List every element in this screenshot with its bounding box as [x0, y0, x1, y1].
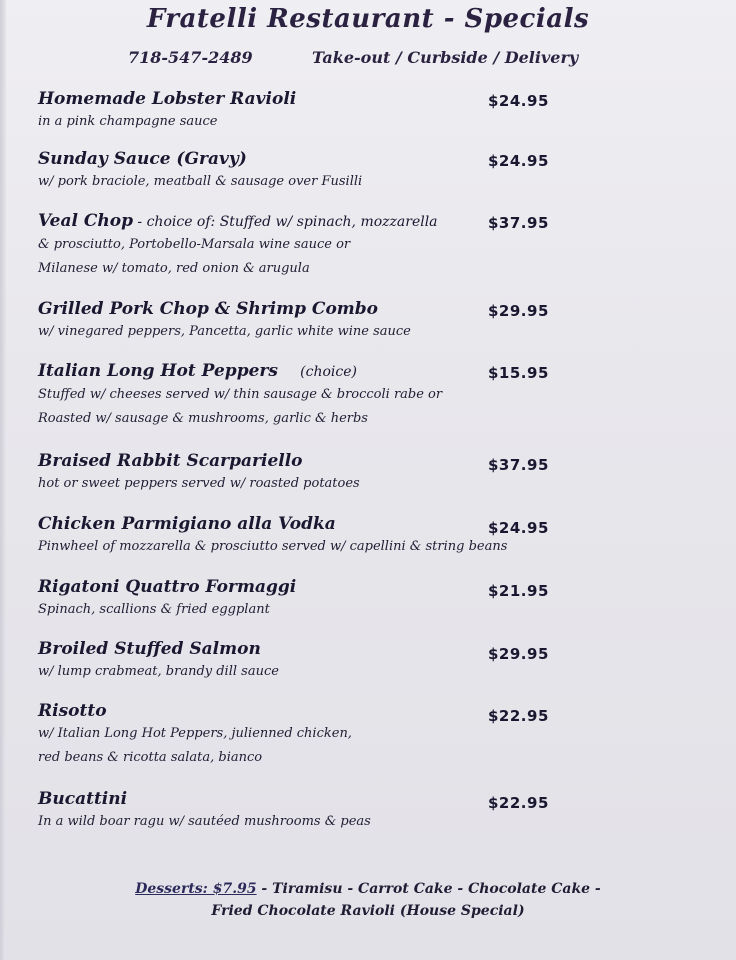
item-price: $22.95 [488, 707, 549, 725]
item-desc: in a pink champagne sauce [38, 114, 218, 129]
desserts-line-1 [0, 878, 736, 900]
item-desc: Roasted w/ sausage & mushrooms, garlic & herbs [38, 411, 368, 426]
item-name-main: Italian Long Hot Peppers [38, 361, 278, 381]
item-desc: Stuffed w/ cheeses served w/ thin sausage & broccoli rabe or [38, 387, 443, 402]
item-name: Bucattini [38, 789, 128, 809]
menu-item [38, 88, 558, 134]
item-name [38, 210, 558, 233]
menu-item [38, 450, 558, 496]
desserts-block [0, 878, 736, 922]
item-name: Chicken Parmigiano alla Vodka [38, 514, 336, 534]
item-price: $24.95 [488, 519, 549, 537]
item-price: $37.95 [488, 214, 549, 232]
item-desc: In a wild boar ragu w/ sautéed mushrooms & peas [38, 814, 371, 829]
service-options: Take-out / Curbside / Delivery [312, 48, 579, 67]
item-price: $24.95 [488, 92, 549, 110]
desserts-line-2: Fried Chocolate Ravioli (House Special) [211, 903, 525, 919]
page-title: Fratelli Restaurant - Specials [146, 4, 590, 34]
menu-item [38, 576, 558, 622]
desserts-list: - Tiramisu - Carrot Cake - Chocolate Cake - [256, 881, 601, 897]
item-desc: Spinach, scallions & fried eggplant [38, 602, 270, 617]
item-desc: & prosciutto, Portobello-Marsala wine sauce or [38, 237, 351, 252]
item-name: Homemade Lobster Ravioli [38, 89, 297, 109]
menu-item [38, 638, 558, 684]
item-desc: Milanese w/ tomato, red onion & arugula [38, 261, 310, 276]
item-name: Braised Rabbit Scarpariello [38, 451, 303, 471]
item-name: Risotto [38, 701, 107, 721]
item-price: $22.95 [488, 794, 549, 812]
item-price: $29.95 [488, 302, 549, 320]
item-desc: w/ vinegared peppers, Pancetta, garlic white wine sauce [38, 324, 411, 339]
item-name-extra: - choice of: Stuffed w/ spinach, mozzarella [132, 214, 438, 230]
item-name-main: Veal Chop [38, 211, 133, 231]
item-desc: Pinwheel of mozzarella & prosciutto served w/ capellini & string beans [38, 539, 508, 554]
item-desc: w/ pork braciole, meatball & sausage over Fusilli [38, 174, 363, 189]
item-name: Broiled Stuffed Salmon [38, 639, 261, 659]
menu-item [38, 210, 558, 281]
item-desc: w/ Italian Long Hot Peppers, julienned chicken, [38, 726, 352, 741]
item-name: Rigatoni Quattro Formaggi [38, 577, 297, 597]
item-price: $24.95 [488, 152, 549, 170]
menu-item [38, 298, 558, 344]
item-name: Grilled Pork Chop & Shrimp Combo [38, 299, 379, 319]
item-desc: red beans & ricotta salata, bianco [38, 750, 263, 765]
item-price: $29.95 [488, 645, 549, 663]
page-edge-shadow [0, 0, 6, 960]
menu-item [38, 148, 558, 194]
item-desc: w/ lump crabmeat, brandy dill sauce [38, 664, 279, 679]
menu-item [38, 360, 558, 431]
item-price: $21.95 [488, 582, 549, 600]
item-name: Sunday Sauce (Gravy) [38, 149, 247, 169]
item-name [38, 360, 558, 383]
menu-item [38, 788, 558, 834]
item-price: $37.95 [488, 456, 549, 474]
phone-number: 718-547-2489 [128, 48, 253, 67]
item-price: $15.95 [488, 364, 549, 382]
item-desc: hot or sweet peppers served w/ roasted potatoes [38, 476, 360, 491]
menu-item [38, 513, 558, 559]
desserts-label: Desserts: $7.95 [135, 881, 257, 897]
menu-item [38, 700, 558, 770]
item-name-extra: (choice) [277, 364, 357, 380]
